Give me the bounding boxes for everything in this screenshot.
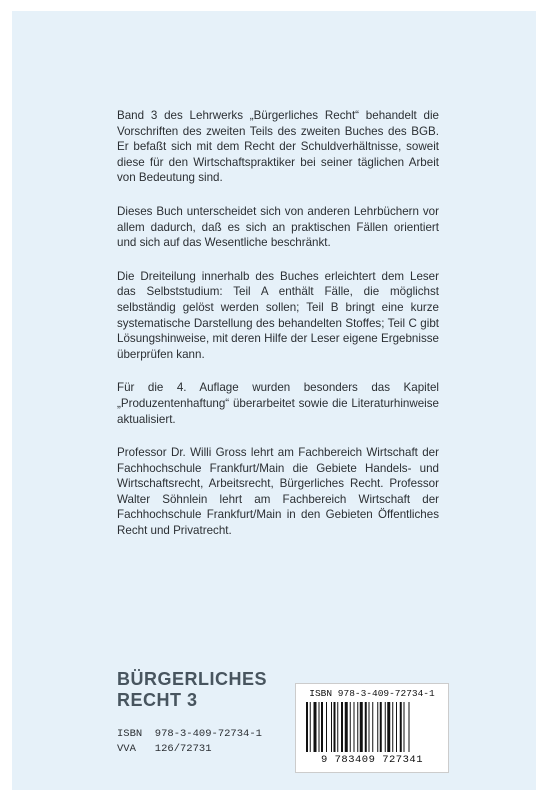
blurb-paragraph-2: Dieses Buch unterscheidet sich von anderen Lehrbüchern vor allem dadurch, daß es sich an praktischen Fällen orientiert und sich auf das Wesentliche beschränkt. (117, 204, 439, 250)
barcode (295, 683, 449, 773)
blurb-text (117, 108, 439, 557)
blurb-paragraph-4: Für die 4. Auflage wurden besonders das Kapitel „Produzentenhaftung“ überarbeitet sowie die Literaturhinweise aktualisiert. (117, 381, 439, 426)
barcode-isbn-label: ISBN 978-3-409-72734-1 (309, 688, 435, 699)
blurb-paragraph-1: Band 3 des Lehrwerks „Bürgerliches Recht“ behandelt die Vorschriften des zweiten Teils des zweiten Buches des BGB. Er befaßt sich mit dem Recht der Schuldverhältnisse, soweit diese für den Wirtschaftspraktiker bei seiner täglichen Arbeit von Bedeutung sind. (117, 109, 439, 185)
blurb-paragraph-3: Die Dreiteilung innerhalb des Buches erleichtert dem Leser das Selbststudium: Teil A enthält Fälle, die möglichst selbständig gelöst werden sollen; Teil B bringt eine kurze systematische Darstellung des behandelten Stoffes; Teil C gibt Lösungshinweise, mit deren Hilfe der Leser eigene Ergebnisse überprüfen kann. (117, 269, 439, 361)
barcode-digits: 9 783409 727341 (320, 754, 423, 766)
book-title (117, 669, 267, 711)
title-line-1: BÜRGERLICHES (117, 669, 268, 689)
catalog-codes (117, 727, 262, 757)
author-bio: Professor Dr. Willi Gross lehrt am Fachbereich Wirtschaft der Fachhochschule Frankfurt/Main die Gebiete Handels- und Wirtschaftsrecht, Arbeitsrecht, Bürgerliches Recht. Professor Walter Söhnlein lehrt am Fachbereich Wirtschaft der Fachhochschule Frankfurt/Main in den Gebieten Öffentliches Recht und Privatrecht. (117, 446, 439, 538)
vva-text: VVA 126/72731 (117, 743, 212, 755)
title-line-2: RECHT 3 (117, 690, 198, 710)
isbn-text: ISBN 978-3-409-72734-1 (117, 728, 262, 740)
barcode-bars-icon (306, 702, 442, 752)
